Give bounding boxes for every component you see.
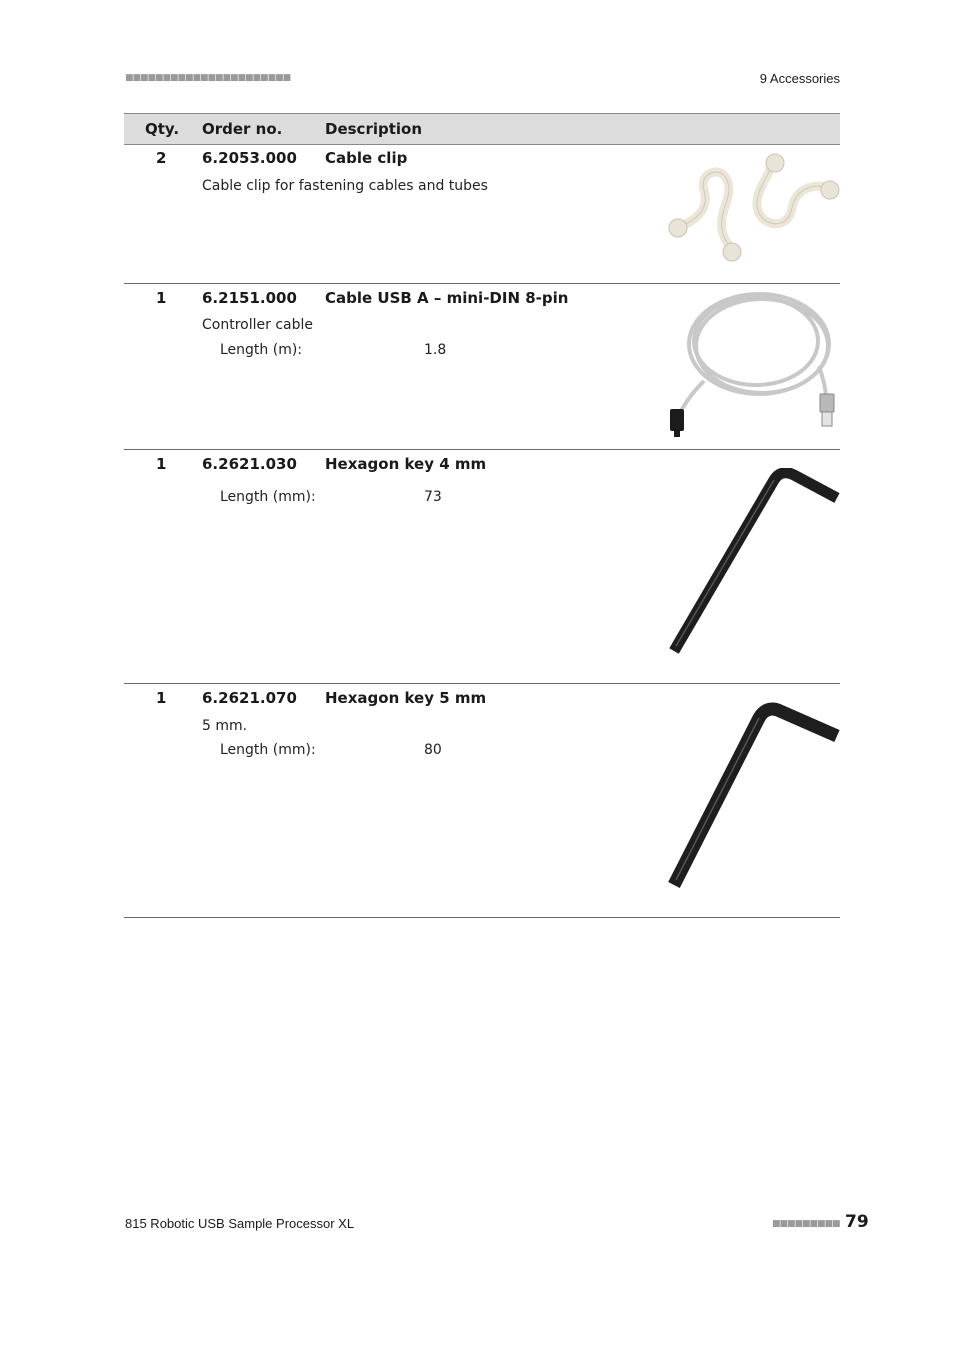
description-cell: Hexagon key 5 mm [325, 689, 487, 707]
item-description-text: Controller cable [202, 317, 313, 333]
qty-cell: 2 [156, 149, 167, 167]
header-decoration: ■■■■■■■■■■■■■■■■■■■■■■ [125, 73, 291, 83]
order-number-cell: 6.2621.030 [202, 455, 297, 473]
spec-value: 73 [424, 489, 442, 505]
qty-cell: 1 [156, 689, 167, 707]
column-header-description: Description [325, 120, 423, 138]
spec-label: Length (m): [220, 342, 303, 358]
table-bottom-rule [124, 917, 840, 918]
item-description-text: 5 mm. [202, 718, 248, 734]
section-title: 9 Accessories [759, 71, 840, 86]
column-header-qty: Qty. [145, 120, 180, 138]
cable-clip-image [664, 148, 840, 270]
hex-key-image [664, 468, 840, 656]
order-number-cell: 6.2621.070 [202, 689, 297, 707]
order-number-cell: 6.2053.000 [202, 149, 297, 167]
hex-key-image [664, 702, 840, 890]
description-cell: Cable USB A – mini-DIN 8-pin [325, 289, 569, 307]
order-number-cell: 6.2151.000 [202, 289, 297, 307]
table-row [124, 450, 840, 683]
spec-label: Length (mm): [220, 489, 316, 505]
page-number: 79 [845, 1212, 869, 1232]
qty-cell: 1 [156, 289, 167, 307]
table-row [124, 684, 840, 917]
description-cell: Hexagon key 4 mm [325, 455, 487, 473]
footer-decoration: ■■■■■■■■■ [772, 1219, 840, 1229]
table-row [124, 144, 840, 283]
usb-cable-image [664, 286, 840, 442]
table-header [124, 113, 840, 145]
spec-value: 80 [424, 742, 442, 758]
document-title: 815 Robotic USB Sample Processor XL [125, 1216, 355, 1231]
spec-label: Length (mm): [220, 742, 316, 758]
description-cell: Cable clip [325, 149, 408, 167]
spec-value: 1.8 [424, 342, 447, 358]
column-header-order-no: Order no. [202, 120, 283, 138]
item-description-text: Cable clip for fastening cables and tubes [202, 178, 488, 194]
qty-cell: 1 [156, 455, 167, 473]
table-row [124, 284, 840, 449]
